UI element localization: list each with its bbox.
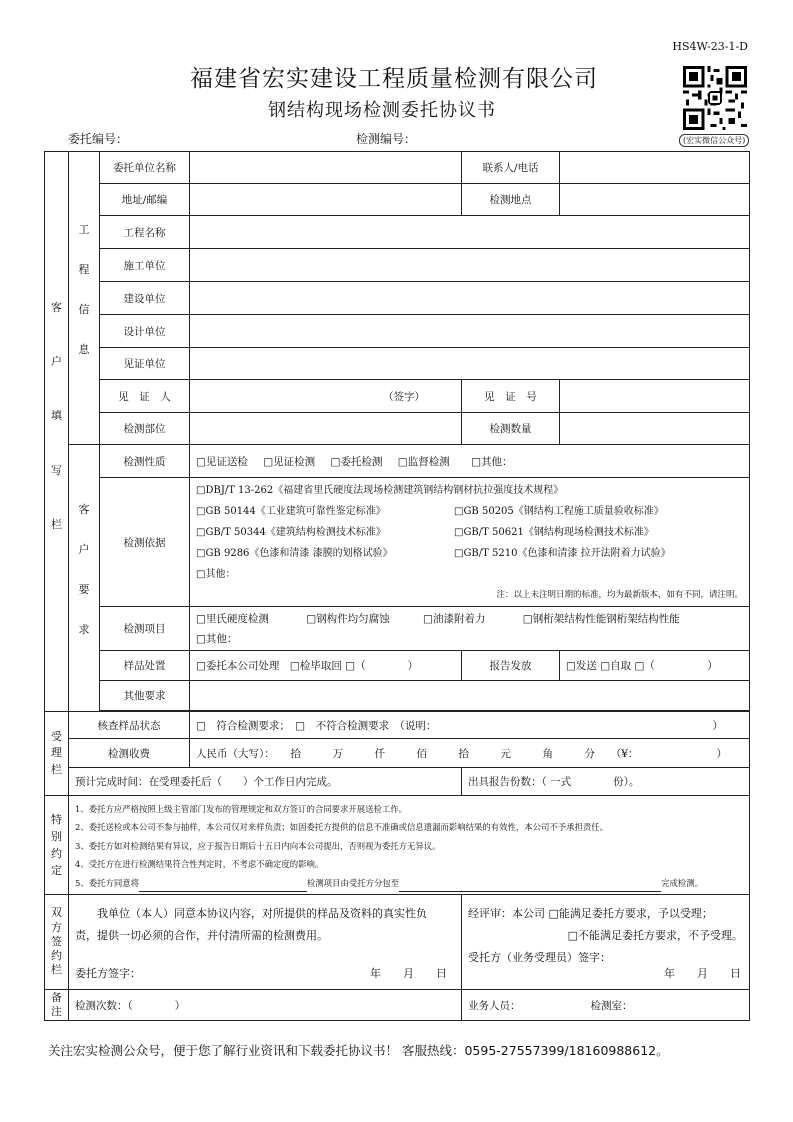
label-contact: 联系人/电话 bbox=[462, 152, 560, 184]
basis-option[interactable]: □GB/T 5210《色漆和清漆 拉开法附着力试验》 bbox=[454, 548, 671, 559]
term-item-5[interactable]: 5、委托方同意将 检测项目由受托方分包至 完成检测。 bbox=[75, 874, 743, 893]
staff-lab-field[interactable] bbox=[462, 990, 750, 1021]
client-agreement-text: 我单位（本人）同意本协议内容，对所提供的样品及资料的真实性负 bbox=[75, 907, 427, 920]
design-unit-field[interactable] bbox=[190, 315, 750, 348]
staff-label: 业务人员： bbox=[468, 999, 521, 1012]
label-sample-check: 核查样品状态 bbox=[69, 712, 190, 739]
label-test-fee: 检测收费 bbox=[69, 739, 190, 768]
client-name-field[interactable] bbox=[190, 152, 462, 184]
supervision-unit-field[interactable] bbox=[190, 348, 750, 380]
section-special-terms: 特 别 约 定 bbox=[45, 796, 69, 895]
address-field[interactable] bbox=[190, 184, 462, 216]
test-count-field[interactable]: 检测次数：（ ） bbox=[69, 990, 462, 1021]
basis-option[interactable]: □DBJ/T 13-262《福建省里氏硬度法现场检测建筑钢结构钢材抗拉强度技术规程》 bbox=[196, 485, 564, 496]
label-test-basis: 检测依据 bbox=[100, 478, 190, 607]
nature-option[interactable]: □委托检测 bbox=[330, 455, 383, 468]
section-customer-requirements: 客 户 要 求 bbox=[69, 445, 100, 712]
test-number-label: 检测编号： bbox=[356, 132, 417, 146]
nature-option[interactable]: □见证检测 bbox=[263, 455, 316, 468]
label-project-name: 工程名称 bbox=[100, 216, 190, 249]
basis-note: 注：以上未注明日期的标准，均为最新版本，如有不同，请注明。 bbox=[496, 590, 743, 600]
form-code: HS4W-23-1-D bbox=[672, 40, 748, 53]
sample-check-close: ） bbox=[712, 720, 723, 732]
estimated-completion-field[interactable]: 预计完成时间：在受理委托后（ ）个工作日内完成。 bbox=[69, 768, 462, 796]
document-title: 钢结构现场检测委托协议书 bbox=[268, 100, 496, 121]
section-both-parties: 双 方 签 约 栏 bbox=[45, 895, 69, 990]
section-remark: 备 注 bbox=[45, 990, 69, 1021]
review-option-reject[interactable]: □不能满足委托方要求，不予受理。 bbox=[567, 929, 743, 942]
qr-caption: (宏实微信公众号) bbox=[679, 134, 749, 147]
section-project-info: 工 程 信 息 bbox=[69, 152, 100, 445]
client-signature-field[interactable]: 委托方签字： bbox=[75, 967, 141, 980]
client-agreement-cell bbox=[69, 895, 462, 990]
item-other-option[interactable]: □其他： bbox=[196, 632, 238, 645]
term-item: 3、委托方如对检测结果有异议，应于报告日期后十五日内向本公司提出，否则视为委托方无异议。 bbox=[75, 840, 441, 851]
label-other-requirements: 其他要求 bbox=[100, 681, 190, 711]
nature-option[interactable]: □其他： bbox=[471, 455, 513, 468]
client-agreement-text: 责，提供一切必须的合作，并付清所需的检测费用。 bbox=[75, 929, 328, 942]
sample-disposal-options[interactable]: □委托本公司处理 □检毕取回 □（ ） bbox=[190, 651, 462, 681]
other-requirements-field[interactable] bbox=[190, 681, 750, 711]
report-copies-field[interactable]: 出具报告份数：（ 一式 份）。 bbox=[462, 768, 750, 796]
basis-option[interactable]: □GB/T 50344《建筑结构检测技术标准》 bbox=[196, 527, 386, 538]
site-field[interactable] bbox=[560, 184, 750, 216]
test-basis-options[interactable] bbox=[190, 478, 750, 607]
sample-check-field[interactable] bbox=[190, 712, 750, 739]
label-sample-disposal: 样品处置 bbox=[100, 651, 190, 681]
label-witness: 见 证 人 bbox=[100, 380, 190, 413]
basis-option[interactable]: □GB/T 50621《钢结构现场检测技术标准》 bbox=[454, 527, 654, 538]
label-builder-unit: 建设单位 bbox=[100, 282, 190, 315]
entrust-number-label: 委托编号： bbox=[68, 132, 129, 146]
section-customer: 客 户 填 写 栏 bbox=[45, 152, 69, 712]
report-delivery-options[interactable]: □发送 □自取 □（ ） bbox=[560, 651, 750, 681]
test-fee-field[interactable] bbox=[190, 739, 750, 768]
test-part-field[interactable] bbox=[190, 413, 462, 445]
test-qty-field[interactable] bbox=[560, 413, 750, 445]
review-option-accept[interactable]: 经评审：本公司 □能满足委托方要求，予以受理； bbox=[468, 907, 713, 920]
label-test-items: 检测项目 bbox=[100, 607, 190, 651]
test-fee-text: 人民币（大写）： 拾 万 仟 佰 拾 元 角 分 （¥： bbox=[196, 747, 639, 760]
witness-no-field[interactable] bbox=[560, 380, 750, 413]
witness-sign-field[interactable]: （签字） bbox=[190, 380, 462, 413]
agent-signature-field[interactable]: 受托方（业务受理员）签字： bbox=[468, 951, 611, 964]
qr-code-icon bbox=[683, 66, 747, 130]
label-test-nature: 检测性质 bbox=[100, 445, 190, 478]
label-test-qty: 检测数量 bbox=[462, 413, 560, 445]
review-cell bbox=[462, 895, 750, 990]
nature-option[interactable]: □见证送检 bbox=[196, 455, 248, 468]
label-client-name: 委托单位名称 bbox=[100, 152, 190, 184]
term-item: 4、受托方在进行检测结果符合性判定时，不考虑不确定度的影响。 bbox=[75, 859, 324, 870]
label-witness-no: 见 证 号 bbox=[462, 380, 560, 413]
label-address: 地址/邮编 bbox=[100, 184, 190, 216]
test-nature-options[interactable] bbox=[190, 445, 750, 478]
term-item: 1、委托方应严格按照上级主管部门发布的管理规定和双方签订的合同要求开展送检工作。 bbox=[75, 803, 407, 814]
basis-option[interactable]: □GB 50205《钢结构工程施工质量验收标准》 bbox=[454, 506, 664, 517]
label-report-delivery: 报告发放 bbox=[462, 651, 560, 681]
test-fee-close: ） bbox=[716, 748, 727, 760]
item-option[interactable]: □里氏硬度检测 bbox=[196, 612, 269, 625]
nature-option[interactable]: □监督检测 bbox=[397, 455, 450, 468]
special-terms-text bbox=[69, 796, 750, 895]
section-acceptance: 受 理 栏 bbox=[45, 712, 69, 796]
label-site: 检测地点 bbox=[462, 184, 560, 216]
basis-option[interactable]: □GB 50144《工业建筑可靠性鉴定标准》 bbox=[196, 506, 386, 517]
client-sign-date[interactable]: 年 月 日 bbox=[370, 967, 447, 980]
company-name: 福建省宏实建设工程质量检测有限公司 bbox=[190, 66, 598, 92]
label-test-part: 检测部位 bbox=[100, 413, 190, 445]
term-item: 2、委托送检或本公司不参与抽样，本公司仅对来样负责；如因委托方提供的信息不准确或信息遗漏而影响结果的有效性，本公司不予承担责任。 bbox=[75, 822, 608, 833]
project-name-field[interactable] bbox=[190, 216, 750, 249]
label-design-unit: 设计单位 bbox=[100, 315, 190, 348]
label-construction-unit: 施工单位 bbox=[100, 249, 190, 282]
item-option[interactable]: □钢构件均匀腐蚀 bbox=[306, 612, 390, 625]
sample-check-text: □ 符合检测要求； □ 不符合检测要求 （说明： bbox=[196, 719, 437, 732]
item-option[interactable]: □油漆附着力 bbox=[423, 612, 486, 625]
basis-option[interactable]: □GB 9286《色漆和清漆 漆膜的划格试验》 bbox=[196, 548, 393, 559]
label-supervision-unit: 见证单位 bbox=[100, 348, 190, 380]
agent-sign-date[interactable]: 年 月 日 bbox=[664, 967, 741, 980]
test-items-options[interactable] bbox=[190, 607, 750, 651]
item-option[interactable]: □钢桁架结构性能钢桁架结构性能 bbox=[522, 612, 680, 625]
contact-field[interactable] bbox=[560, 152, 750, 184]
footer-notice: 关注宏实检测公众号，便于您了解行业资讯和下载委托协议书！ 客服热线：0595-27557399/18160988612。 bbox=[48, 1043, 669, 1058]
basis-other-option[interactable]: □其他： bbox=[196, 569, 236, 580]
agreement-table bbox=[44, 151, 750, 1021]
lab-label: 检测室： bbox=[590, 999, 633, 1012]
builder-unit-field[interactable] bbox=[190, 282, 750, 315]
construction-unit-field[interactable] bbox=[190, 249, 750, 282]
